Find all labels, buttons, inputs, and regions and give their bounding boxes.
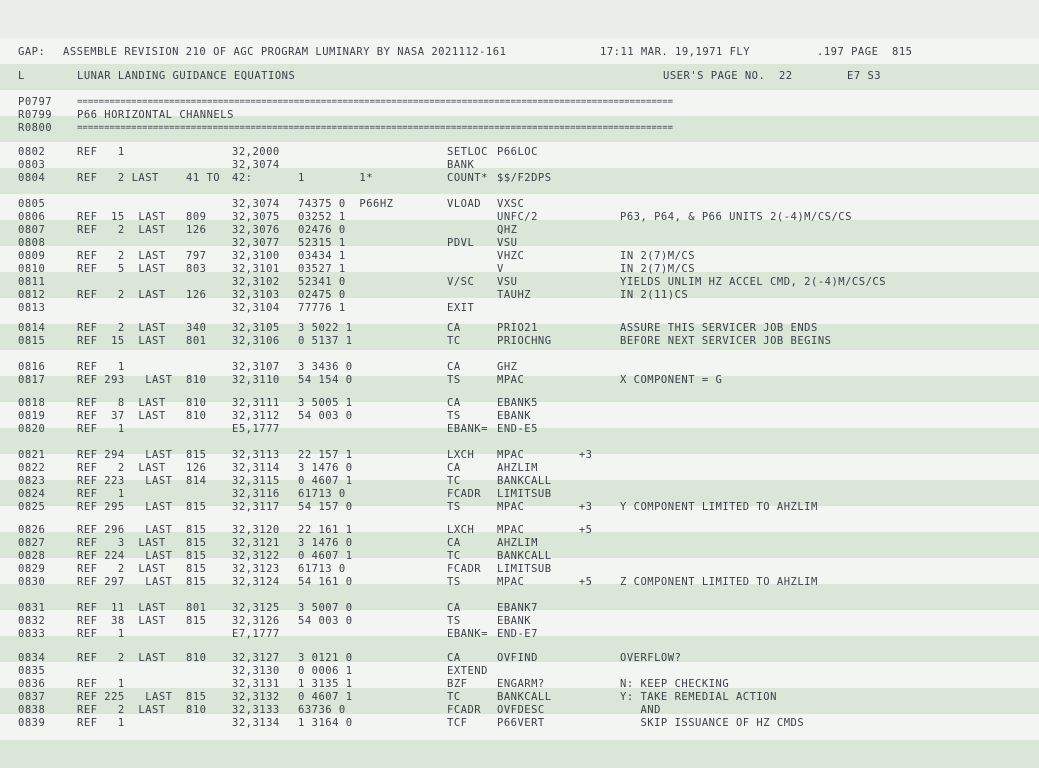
row-line: 0827 bbox=[18, 537, 46, 549]
row-word: 63736 0 bbox=[298, 704, 346, 716]
row-operand: END-E5 bbox=[497, 423, 538, 435]
row-comment: IN 2(7)M/CS bbox=[620, 263, 696, 275]
row-word: 1 3164 0 bbox=[298, 717, 353, 729]
row-word: 03434 1 bbox=[298, 250, 346, 262]
row-col2: 815 bbox=[186, 537, 207, 549]
row-line: 0832 bbox=[18, 615, 46, 627]
row-operand: TAUHZ bbox=[497, 289, 532, 301]
row-ref: REF 1 bbox=[77, 146, 125, 158]
row-line: 0803 bbox=[18, 159, 46, 171]
row-addr: 32,3117 bbox=[232, 501, 280, 513]
row-op: CA bbox=[447, 462, 461, 474]
row-operand: BANKCALL bbox=[497, 691, 552, 703]
row-col2: 803 bbox=[186, 263, 207, 275]
row-col2: 340 bbox=[186, 322, 207, 334]
row-col2: 797 bbox=[186, 250, 207, 262]
row-ref: REF 2 LAST bbox=[77, 224, 166, 236]
row-col2: 810 bbox=[186, 397, 207, 409]
row-operand: MPAC +5 bbox=[497, 524, 593, 536]
row-op: TC bbox=[447, 335, 461, 347]
row-comment: Y: TAKE REMEDIAL ACTION bbox=[620, 691, 777, 703]
row-operand: EBANK bbox=[497, 410, 532, 422]
page-number: .197 PAGE 815 bbox=[817, 46, 913, 58]
row-word: 52315 1 bbox=[298, 237, 346, 249]
row-word: 3 5022 1 bbox=[298, 322, 353, 334]
row-op: EBANK= bbox=[447, 423, 488, 435]
row-op: COUNT* bbox=[447, 172, 488, 184]
row-line: 0813 bbox=[18, 302, 46, 314]
banner-rule-top: ============================================================================================================== bbox=[77, 97, 674, 107]
row-line: 0838 bbox=[18, 704, 46, 716]
row-ref: REF 15 LAST bbox=[77, 211, 166, 223]
row-op: TCF bbox=[447, 717, 468, 729]
row-addr: 32,3075 bbox=[232, 211, 280, 223]
row-operand: VSU bbox=[497, 276, 518, 288]
row-word: 0 4607 1 bbox=[298, 475, 353, 487]
row-op: SETLOC bbox=[447, 146, 488, 158]
row-addr: 32,3123 bbox=[232, 563, 280, 575]
row-line: 0818 bbox=[18, 397, 46, 409]
row-addr: 42: bbox=[232, 172, 253, 184]
row-line: R0799 bbox=[18, 109, 53, 121]
row-line: 0820 bbox=[18, 423, 46, 435]
row-word: 03527 1 bbox=[298, 263, 346, 275]
row-op: LXCH bbox=[447, 449, 475, 461]
row-col2: 809 bbox=[186, 211, 207, 223]
row-operand: VHZC bbox=[497, 250, 525, 262]
row-line: 0812 bbox=[18, 289, 46, 301]
row-addr: 32,3126 bbox=[232, 615, 280, 627]
row-operand: EBANK5 bbox=[497, 397, 538, 409]
row-operand: BANKCALL bbox=[497, 475, 552, 487]
row-word: 0 4607 1 bbox=[298, 691, 353, 703]
row-ref: REF 295 LAST bbox=[77, 501, 173, 513]
row-line: R0800 bbox=[18, 122, 53, 134]
row-ref: REF 2 LAST bbox=[77, 462, 166, 474]
row-line: 0819 bbox=[18, 410, 46, 422]
row-line: 0807 bbox=[18, 224, 46, 236]
row-op: V/SC bbox=[447, 276, 475, 288]
row-operand: VSU bbox=[497, 237, 518, 249]
row-word: 3 5007 0 bbox=[298, 602, 353, 614]
row-word: 1 3135 1 bbox=[298, 678, 353, 690]
row-op: EXIT bbox=[447, 302, 475, 314]
row-operand: MPAC +3 bbox=[497, 449, 593, 461]
row-op: CA bbox=[447, 602, 461, 614]
row-comment: BEFORE NEXT SERVICER JOB BEGINS bbox=[620, 335, 832, 347]
band-top bbox=[0, 0, 1039, 38]
row-word: 54 161 0 bbox=[298, 576, 353, 588]
row-operand: PRIOCHNG bbox=[497, 335, 552, 347]
row-word: 02475 0 bbox=[298, 289, 346, 301]
row-op: FCADR bbox=[447, 704, 482, 716]
row-operand: P66VERT bbox=[497, 717, 545, 729]
row-word: 1 1* bbox=[298, 172, 374, 184]
row-operand: GHZ bbox=[497, 361, 518, 373]
row-ref: REF 2 LAST bbox=[77, 652, 166, 664]
row-ref: REF 1 bbox=[77, 361, 125, 373]
row-ref: REF 1 bbox=[77, 678, 125, 690]
row-comment: IN 2(7)M/CS bbox=[620, 250, 696, 262]
row-addr: E5,1777 bbox=[232, 423, 280, 435]
row-operand: MPAC bbox=[497, 374, 525, 386]
row-addr: 32,3130 bbox=[232, 665, 280, 677]
row-operand: VXSC bbox=[497, 198, 525, 210]
row-operand: EBANK7 bbox=[497, 602, 538, 614]
row-col2: 814 bbox=[186, 475, 207, 487]
row-addr: 32,3122 bbox=[232, 550, 280, 562]
row-word: 54 003 0 bbox=[298, 615, 353, 627]
band bbox=[0, 740, 1039, 768]
row-addr: 32,3125 bbox=[232, 602, 280, 614]
row-op: TC bbox=[447, 691, 461, 703]
row-comment: Y COMPONENT LIMITED TO AHZLIM bbox=[620, 501, 818, 513]
row-addr: 32,3111 bbox=[232, 397, 280, 409]
row-word: 02476 0 bbox=[298, 224, 346, 236]
row-line: 0835 bbox=[18, 665, 46, 677]
row-operand: QHZ bbox=[497, 224, 518, 236]
row-comment: P63, P64, & P66 UNITS 2(-4)M/CS/CS bbox=[620, 211, 852, 223]
row-op: BZF bbox=[447, 678, 468, 690]
row-addr: 32,3104 bbox=[232, 302, 280, 314]
row-addr: 32,3074 bbox=[232, 198, 280, 210]
row-col2: 815 bbox=[186, 563, 207, 575]
row-line: 0822 bbox=[18, 462, 46, 474]
row-op: TS bbox=[447, 374, 461, 386]
row-op: EBANK= bbox=[447, 628, 488, 640]
row-op: LXCH bbox=[447, 524, 475, 536]
row-ref: REF 294 LAST bbox=[77, 449, 173, 461]
row-ref: REF 37 LAST bbox=[77, 410, 166, 422]
row-col2: 815 bbox=[186, 550, 207, 562]
row-operand: P66LOC bbox=[497, 146, 538, 158]
row-word: 3 1476 0 bbox=[298, 462, 353, 474]
row-line: 0811 bbox=[18, 276, 46, 288]
row-addr: 32,3132 bbox=[232, 691, 280, 703]
row-op: CA bbox=[447, 537, 461, 549]
row-ref: REF 2 LAST bbox=[77, 704, 166, 716]
row-op: FCADR bbox=[447, 563, 482, 575]
row-line: 0805 bbox=[18, 198, 46, 210]
row-operand: PRIO21 bbox=[497, 322, 538, 334]
row-op: EXTEND bbox=[447, 665, 488, 677]
row-op: TS bbox=[447, 615, 461, 627]
row-ref: REF 224 LAST bbox=[77, 550, 173, 562]
banner-rule-bottom: ============================================================================================================== bbox=[77, 123, 674, 133]
row-line: 0817 bbox=[18, 374, 46, 386]
row-word: 61713 0 bbox=[298, 563, 346, 575]
row-addr: E7,1777 bbox=[232, 628, 280, 640]
row-operand: V bbox=[497, 263, 504, 275]
row-ref: REF 225 LAST bbox=[77, 691, 173, 703]
row-line: 0809 bbox=[18, 250, 46, 262]
row-addr: 32,3116 bbox=[232, 488, 280, 500]
row-op: CA bbox=[447, 322, 461, 334]
row-ref: REF 3 LAST bbox=[77, 537, 166, 549]
row-addr: 32,3113 bbox=[232, 449, 280, 461]
row-line: 0804 bbox=[18, 172, 46, 184]
row-comment: Z COMPONENT LIMITED TO AHZLIM bbox=[620, 576, 818, 588]
row-line: 0833 bbox=[18, 628, 46, 640]
row-line: 0839 bbox=[18, 717, 46, 729]
row-ref: REF 38 LAST bbox=[77, 615, 166, 627]
row-operand: EBANK bbox=[497, 615, 532, 627]
assemble-text: ASSEMBLE REVISION 210 OF AGC PROGRAM LUMINARY BY NASA 2021112-161 bbox=[63, 46, 507, 58]
row-word: 03252 1 bbox=[298, 211, 346, 223]
row-word: 22 157 1 bbox=[298, 449, 353, 461]
row-line: 0825 bbox=[18, 501, 46, 513]
row-word: 0 0006 1 bbox=[298, 665, 353, 677]
row-ref: REF 2 LAST bbox=[77, 322, 166, 334]
row-operand: $$/F2DPS bbox=[497, 172, 552, 184]
timestamp: 17:11 MAR. 19,1971 FLY bbox=[600, 46, 751, 58]
row-ref: REF 2 LAST bbox=[77, 172, 159, 184]
row-word: 52341 0 bbox=[298, 276, 346, 288]
row-col2: 126 bbox=[186, 224, 207, 236]
row-op: TC bbox=[447, 550, 461, 562]
row-addr: 32,3134 bbox=[232, 717, 280, 729]
row-comment: N: KEEP CHECKING bbox=[620, 678, 730, 690]
row-ref: REF 296 LAST bbox=[77, 524, 173, 536]
row-ref: REF 8 LAST bbox=[77, 397, 166, 409]
row-op: PDVL bbox=[447, 237, 475, 249]
row-addr: 32,3076 bbox=[232, 224, 280, 236]
row-line: 0831 bbox=[18, 602, 46, 614]
e7-label: E7 S3 bbox=[847, 70, 882, 82]
row-ref: REF 223 LAST bbox=[77, 475, 173, 487]
row-comment: YIELDS UNLIM HZ ACCEL CMD, 2(-4)M/CS/CS bbox=[620, 276, 887, 288]
row-addr: 32,3120 bbox=[232, 524, 280, 536]
row-addr: 32,3107 bbox=[232, 361, 280, 373]
row-word: 0 4607 1 bbox=[298, 550, 353, 562]
row-comment: SKIP ISSUANCE OF HZ CMDS bbox=[620, 717, 805, 729]
row-addr: 32,3121 bbox=[232, 537, 280, 549]
row-col2: 41 TO bbox=[186, 172, 221, 184]
row-line: 0823 bbox=[18, 475, 46, 487]
row-line: 0826 bbox=[18, 524, 46, 536]
row-operand: OVFDESC bbox=[497, 704, 545, 716]
row-addr: 32,3106 bbox=[232, 335, 280, 347]
row-col2: 810 bbox=[186, 374, 207, 386]
row-word: 77776 1 bbox=[298, 302, 346, 314]
row-col2: 801 bbox=[186, 335, 207, 347]
row-line: 0808 bbox=[18, 237, 46, 249]
row-operand: UNFC/2 bbox=[497, 211, 538, 223]
row-ref: REF 2 LAST bbox=[77, 250, 166, 262]
row-word: 0 5137 1 bbox=[298, 335, 353, 347]
row-line: 0824 bbox=[18, 488, 46, 500]
row-col2: 815 bbox=[186, 691, 207, 703]
row-op: FCADR bbox=[447, 488, 482, 500]
row-addr: 32,3124 bbox=[232, 576, 280, 588]
row-word: 61713 0 bbox=[298, 488, 346, 500]
row-addr: 32,3105 bbox=[232, 322, 280, 334]
row-addr: 32,3131 bbox=[232, 678, 280, 690]
row-ref: REF 11 LAST bbox=[77, 602, 166, 614]
row-operand: ENGARM? bbox=[497, 678, 545, 690]
row-addr: 32,3074 bbox=[232, 159, 280, 171]
row-word: 54 157 0 bbox=[298, 501, 353, 513]
row-line: 0806 bbox=[18, 211, 46, 223]
row-op: CA bbox=[447, 652, 461, 664]
row-addr: 32,3127 bbox=[232, 652, 280, 664]
row-col2: 126 bbox=[186, 462, 207, 474]
row-op: BANK bbox=[447, 159, 475, 171]
row-word: 3 5005 1 bbox=[298, 397, 353, 409]
row-operand: LIMITSUB bbox=[497, 488, 552, 500]
row-word: 74375 0 P66HZ bbox=[298, 198, 394, 210]
banner-title: P66 HORIZONTAL CHANNELS bbox=[77, 109, 234, 121]
row-line: 0816 bbox=[18, 361, 46, 373]
row-addr: 32,3110 bbox=[232, 374, 280, 386]
row-ref: REF 297 LAST bbox=[77, 576, 173, 588]
row-line: 0815 bbox=[18, 335, 46, 347]
row-addr: 32,3100 bbox=[232, 250, 280, 262]
row-addr: 32,3103 bbox=[232, 289, 280, 301]
row-line: 0829 bbox=[18, 563, 46, 575]
row-comment: IN 2(11)CS bbox=[620, 289, 689, 301]
row-ref: REF 2 LAST bbox=[77, 289, 166, 301]
row-operand: LIMITSUB bbox=[497, 563, 552, 575]
row-line: P0797 bbox=[18, 96, 53, 108]
row-op: TC bbox=[447, 475, 461, 487]
row-col2: 801 bbox=[186, 602, 207, 614]
row-line: 0830 bbox=[18, 576, 46, 588]
row-line: 0814 bbox=[18, 322, 46, 334]
gap-label: GAP: bbox=[18, 46, 46, 58]
row-operand: OVFIND bbox=[497, 652, 538, 664]
row-word: 3 1476 0 bbox=[298, 537, 353, 549]
row-op: CA bbox=[447, 361, 461, 373]
row-addr: 32,3115 bbox=[232, 475, 280, 487]
row-word: 3 0121 0 bbox=[298, 652, 353, 664]
row-addr: 32,3112 bbox=[232, 410, 280, 422]
row-line: 0836 bbox=[18, 678, 46, 690]
row-ref: REF 15 LAST bbox=[77, 335, 166, 347]
row-col2: 815 bbox=[186, 449, 207, 461]
row-ref: REF 293 LAST bbox=[77, 374, 173, 386]
row-line: 0810 bbox=[18, 263, 46, 275]
row-word: 54 154 0 bbox=[298, 374, 353, 386]
row-operand: END-E7 bbox=[497, 628, 538, 640]
row-comment: OVERFLOW? bbox=[620, 652, 682, 664]
row-word: 54 003 0 bbox=[298, 410, 353, 422]
row-col2: 815 bbox=[186, 524, 207, 536]
row-op: CA bbox=[447, 397, 461, 409]
section-title: LUNAR LANDING GUIDANCE EQUATIONS bbox=[77, 70, 296, 82]
row-col2: 815 bbox=[186, 501, 207, 513]
row-col2: 126 bbox=[186, 289, 207, 301]
header-line bbox=[0, 46, 913, 59]
row-addr: 32,3133 bbox=[232, 704, 280, 716]
row-ref: REF 1 bbox=[77, 488, 125, 500]
row-col2: 815 bbox=[186, 615, 207, 627]
row-operand: AHZLIM bbox=[497, 537, 538, 549]
row-line: 0834 bbox=[18, 652, 46, 664]
row-addr: 32,3114 bbox=[232, 462, 280, 474]
row-ref: REF 5 LAST bbox=[77, 263, 166, 275]
row-col2: 810 bbox=[186, 410, 207, 422]
row-col2: 810 bbox=[186, 652, 207, 664]
row-operand: BANKCALL bbox=[497, 550, 552, 562]
row-comment: X COMPONENT = G bbox=[620, 374, 723, 386]
row-op: VLOAD bbox=[447, 198, 482, 210]
row-addr: 32,2000 bbox=[232, 146, 280, 158]
row-op: TS bbox=[447, 410, 461, 422]
row-col2: 815 bbox=[186, 576, 207, 588]
row-col2: 810 bbox=[186, 704, 207, 716]
row-line: 0837 bbox=[18, 691, 46, 703]
row-op: TS bbox=[447, 501, 461, 513]
subheader-line bbox=[0, 70, 882, 83]
row-ref: REF 1 bbox=[77, 628, 125, 640]
row-addr: 32,3077 bbox=[232, 237, 280, 249]
users-page: USER'S PAGE NO. 22 bbox=[663, 70, 793, 82]
row-ref: REF 1 bbox=[77, 717, 125, 729]
row-addr: 32,3101 bbox=[232, 263, 280, 275]
row-addr: 32,3102 bbox=[232, 276, 280, 288]
row-word: 3 3436 0 bbox=[298, 361, 353, 373]
listing-l: L bbox=[18, 70, 25, 82]
row-operand: AHZLIM bbox=[497, 462, 538, 474]
row-line: 0821 bbox=[18, 449, 46, 461]
row-word: 22 161 1 bbox=[298, 524, 353, 536]
row-line: 0802 bbox=[18, 146, 46, 158]
row-op: TS bbox=[447, 576, 461, 588]
row-ref: REF 2 LAST bbox=[77, 563, 166, 575]
row-operand: MPAC +3 bbox=[497, 501, 593, 513]
row-operand: MPAC +5 bbox=[497, 576, 593, 588]
row-line: 0828 bbox=[18, 550, 46, 562]
row-comment: AND bbox=[620, 704, 661, 716]
row-ref: REF 1 bbox=[77, 423, 125, 435]
row-comment: ASSURE THIS SERVICER JOB ENDS bbox=[620, 322, 818, 334]
